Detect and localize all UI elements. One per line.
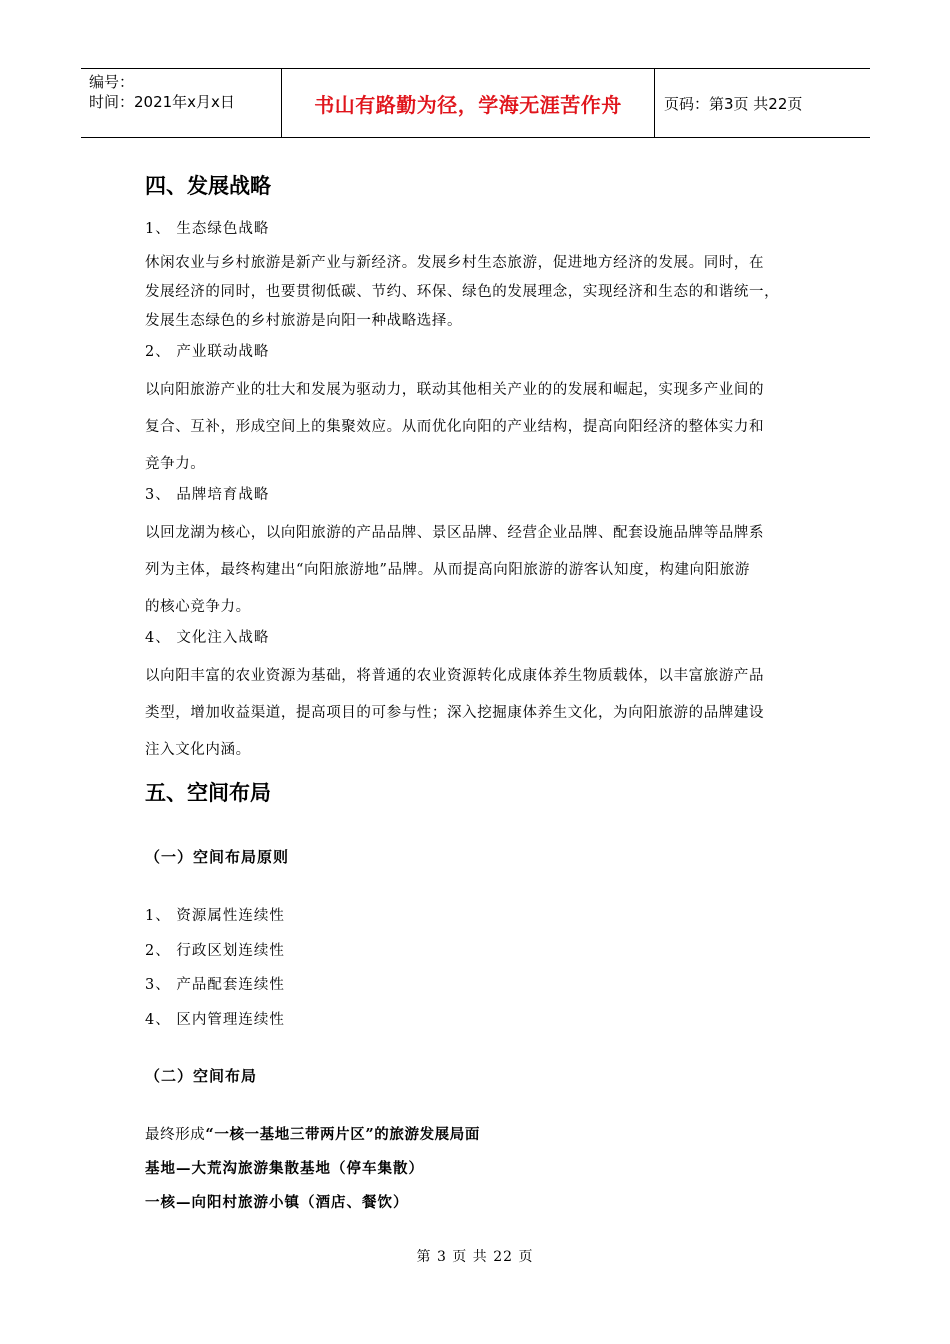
strategy-paragraph-3 [145, 515, 825, 626]
strategy-heading-1: 1、 生态绿色战略 [145, 221, 270, 237]
strategy-paragraph-2 [145, 372, 825, 483]
section-title-strategy: 四、发展战略 [145, 174, 271, 198]
paragraph-line: 列为主体，最终构建出“向阳旅游地”品牌。从而提高向阳旅游的游客认知度，构建向阳旅游 [145, 562, 750, 578]
header-page-info: 页码：第3页 共22页 [664, 94, 803, 113]
paragraph-line: 的核心竞争力。 [145, 599, 251, 615]
paragraph-line: 休闲农业与乡村旅游是新产业与新经济。发展乡村生态旅游，促进地方经济的发展。同时，在 [145, 255, 765, 271]
principle-item: 3、 产品配套连续性 [145, 977, 285, 993]
paragraph-line: 发展生态绿色的乡村旅游是向阳一种战略选择。 [145, 313, 463, 329]
paragraph-line: 以向阳旅游产业的壮大和发展为驱动力，联动其他相关产业的的发展和崛起，实现多产业间的 [145, 382, 765, 398]
subsection-title-principles: （一）空间布局原则 [145, 848, 290, 866]
paragraph-line: 以向阳丰富的农业资源为基础，将普通的农业资源转化成康体养生物质载体，以丰富旅游产品 [145, 668, 765, 684]
section-title-layout: 五、空间布局 [145, 781, 271, 805]
time-label: 时间：2021年x月x日 [89, 93, 235, 111]
strategy-heading-2: 2、 产业联动战略 [145, 344, 270, 360]
principle-item: 1、 资源属性连续性 [145, 908, 285, 924]
paragraph-line: 竞争力。 [145, 456, 206, 472]
layout-line: 基地—大荒沟旅游集散基地（停车集散） [145, 1160, 424, 1177]
paragraph-line: 复合、互补，形成空间上的集聚效应。从而优化向阳的产业结构，提高向阳经济的整体实力和 [145, 419, 765, 435]
subsection-title-layout: （二）空间布局 [145, 1067, 258, 1085]
paragraph-line: 以回龙湖为核心，以向阳旅游的产品品牌、景区品牌、经营企业品牌、配套设施品牌等品牌系 [145, 525, 765, 541]
layout-line: 一核—向阳村旅游小镇（酒店、餐饮） [145, 1194, 409, 1211]
strategy-heading-4: 4、 文化注入战略 [145, 630, 270, 646]
layout-intro-prefix: 最终形成 [145, 1127, 206, 1143]
header-meta [81, 69, 282, 137]
paragraph-line: 发展经济的同时，也要贯彻低碳、节约、环保、绿色的发展理念，实现经济和生态的和谐统一， [145, 284, 780, 300]
strategy-paragraph-1 [145, 249, 825, 336]
layout-intro-bold: “一核一基地三带两片区”的旅游发展局面 [205, 1126, 480, 1143]
principle-item: 2、 行政区划连续性 [145, 943, 285, 959]
layout-intro [145, 1123, 480, 1144]
header-motto: 书山有路勤为径，学海无涯苦作舟 [282, 69, 655, 137]
strategy-paragraph-4 [145, 658, 825, 769]
strategy-heading-3: 3、 品牌培育战略 [145, 487, 270, 503]
number-label: 编号： [89, 73, 135, 91]
paragraph-line: 类型，增加收益渠道，提高项目的可参与性；深入挖掘康体养生文化，为向阳旅游的品牌建设 [145, 705, 765, 721]
paragraph-line: 注入文化内涵。 [145, 742, 251, 758]
page-header [81, 68, 870, 138]
page-footer: 第 3 页 共 22 页 [416, 1249, 534, 1265]
principle-item: 4、 区内管理连续性 [145, 1012, 285, 1028]
